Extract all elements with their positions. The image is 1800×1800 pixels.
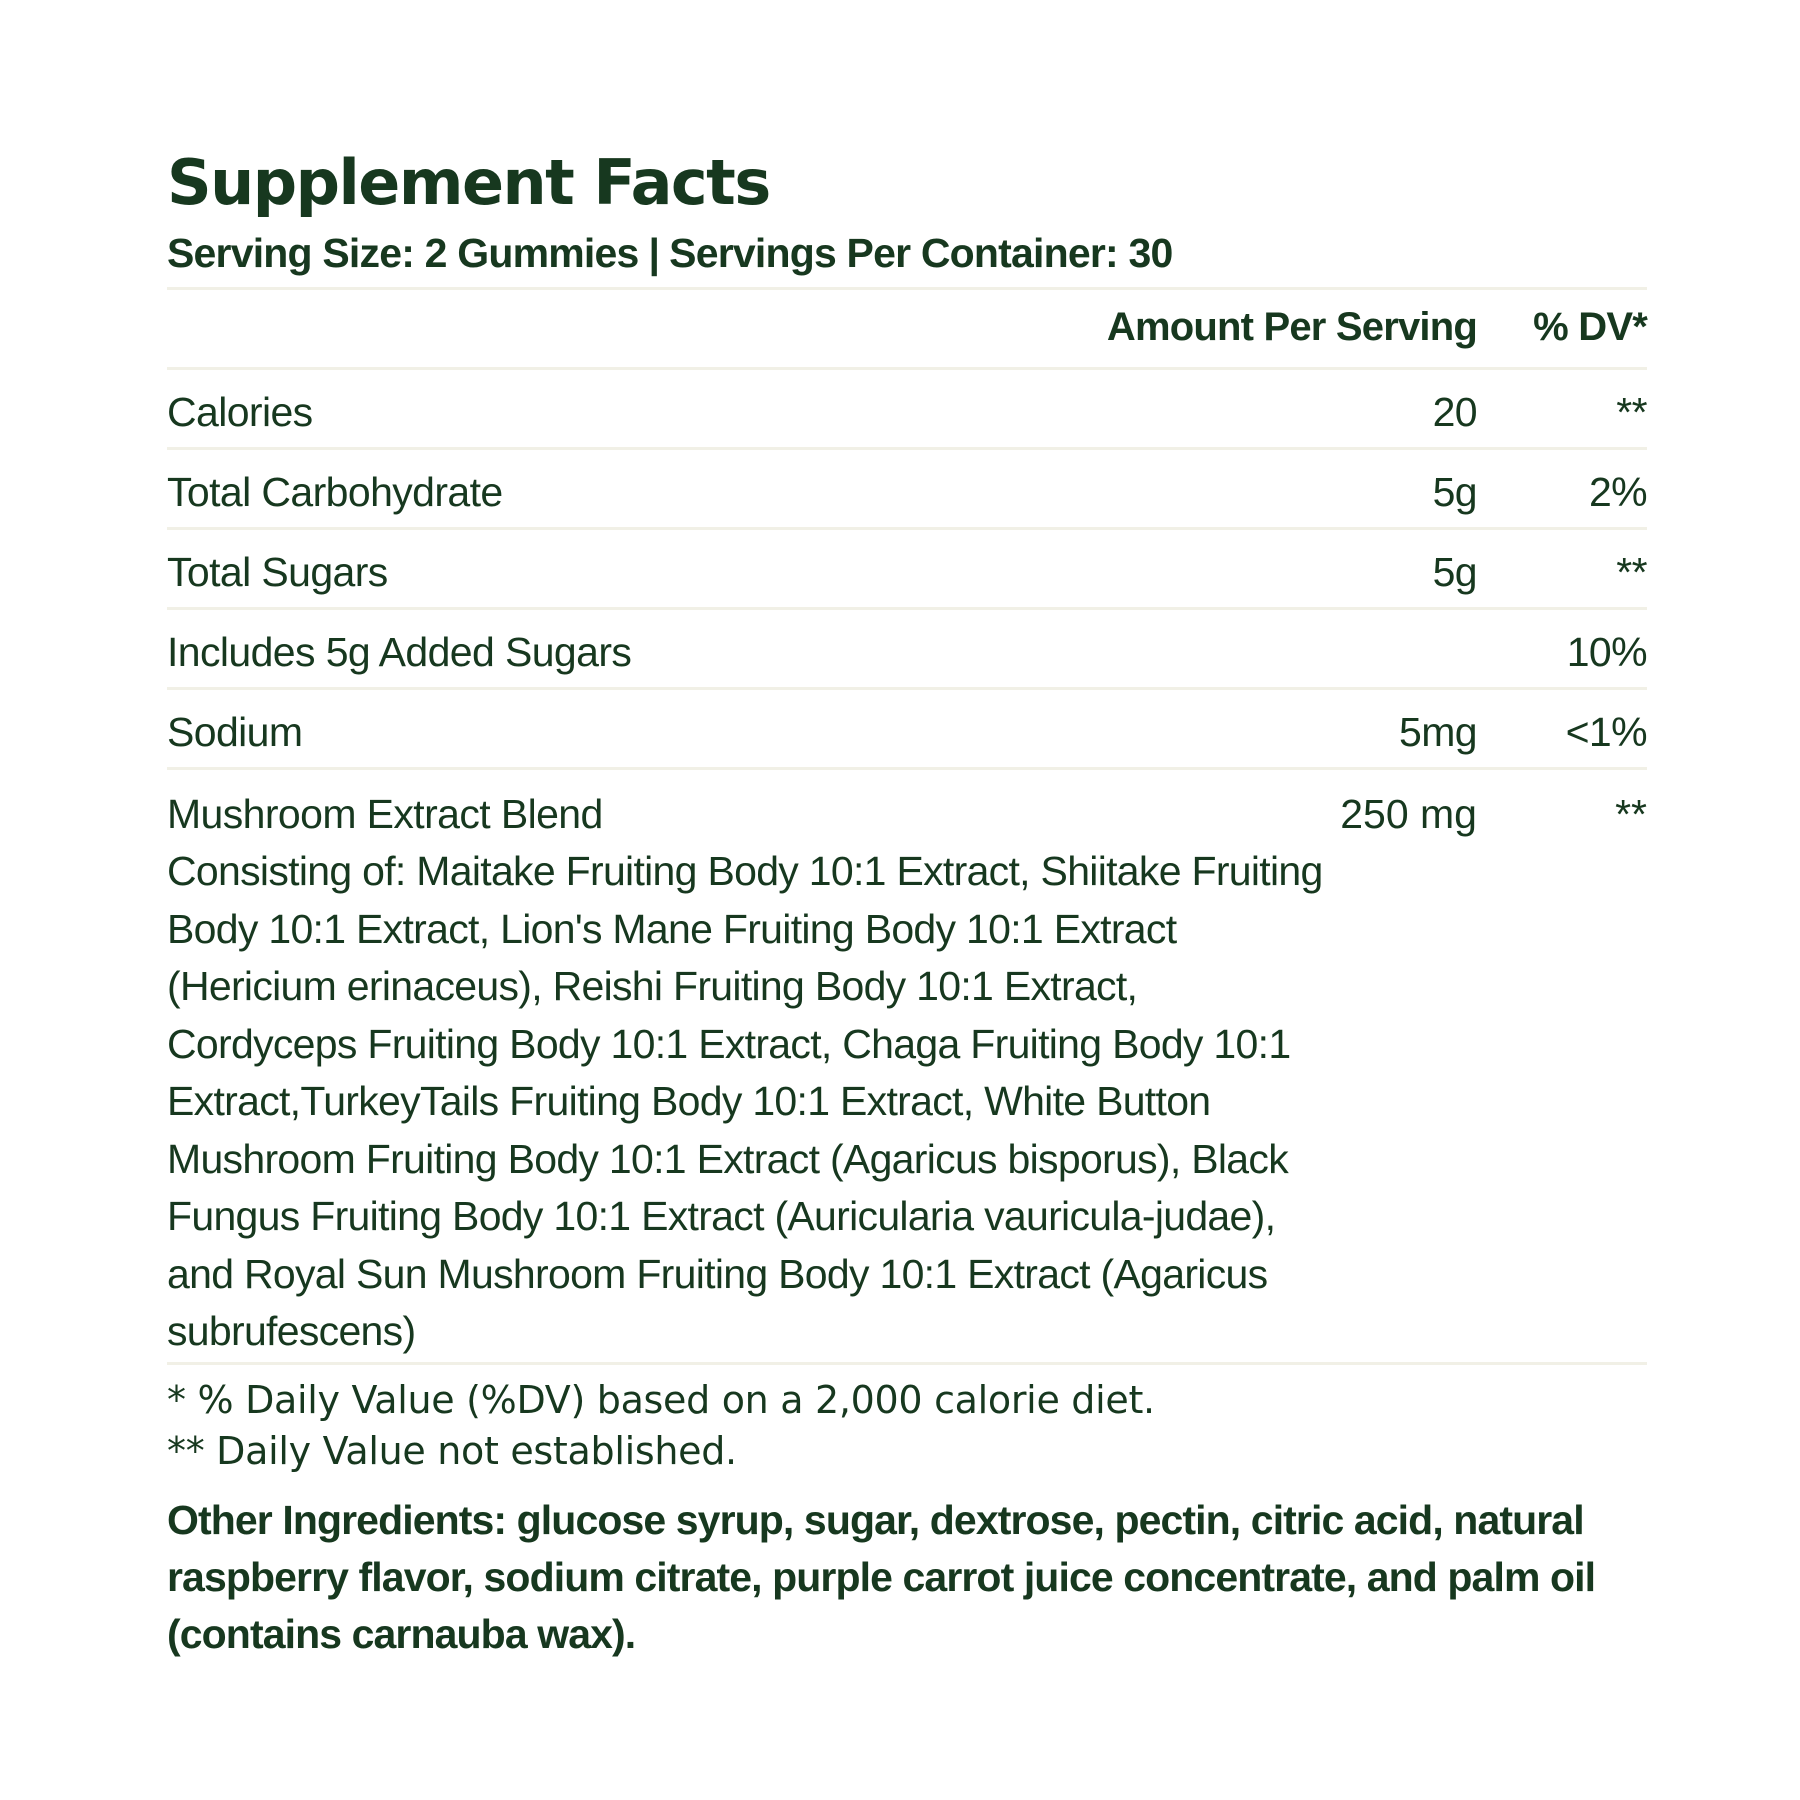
column-amount-header: Amount Per Serving — [1106, 305, 1477, 349]
footnote-dv: * % Daily Value (%DV) based on a 2,000 calorie diet. — [167, 1378, 1155, 1422]
nutrient-row-calories — [167, 387, 1647, 447]
serving-size: Serving Size: 2 Gummies — [167, 230, 639, 276]
nutrient-amount: 5g — [1432, 469, 1477, 515]
column-header — [167, 305, 1647, 363]
nutrient-row-total-carbohydrate — [167, 467, 1647, 527]
serving-separator: | — [648, 230, 660, 276]
page-title: Supplement Facts — [167, 146, 770, 219]
nutrient-amount: 5g — [1432, 549, 1477, 595]
column-dv-header: % DV* — [1533, 305, 1647, 349]
nutrient-name: Includes 5g Added Sugars — [167, 629, 632, 675]
divider — [167, 367, 1647, 370]
nutrient-row-sodium — [167, 707, 1647, 767]
divider — [167, 447, 1647, 450]
nutrient-amount: 20 — [1432, 389, 1477, 435]
nutrient-dv: ** — [1616, 549, 1647, 595]
divider — [167, 527, 1647, 530]
divider — [167, 607, 1647, 610]
blend-amount: 250 mg — [1340, 791, 1477, 837]
blend-dv: ** — [1615, 791, 1647, 837]
nutrient-row-total-sugars — [167, 547, 1647, 607]
divider — [167, 687, 1647, 690]
nutrient-dv: 2% — [1588, 469, 1647, 515]
blend-name: Mushroom Extract Blend — [167, 791, 603, 837]
footnote-not-established: ** Daily Value not established. — [167, 1429, 737, 1473]
nutrient-name: Total Sugars — [167, 549, 388, 595]
nutrient-dv: ** — [1616, 389, 1647, 435]
nutrient-row-added-sugars — [167, 627, 1647, 687]
divider — [167, 287, 1647, 290]
blend-description: Consisting of: Maitake Fruiting Body 10:1 Extract, Shiitake Fruiting Body 10:1 Extract, Lion's Mane Fruiting Body 10:1 Extract (Hericium erinaceus), Reishi Fruiting Body 10:1 Extract, Cordyceps Fruiting Body 10:1 Extract, Chaga Fruiting Body 10:1 Extract,TurkeyTails Fruiting Body 10:1 Extract, White Button Mushroom Fruiting Body 10:1 Extract (Agaricus bisporus), Black Fungus Fruiting Body 10:1 Extract (Auricularia vauricula-judae), and Royal Sun Mushroom Fruiting Body 10:1 Extract (Agaricus subrufescens) — [167, 848, 1323, 1354]
divider — [167, 767, 1647, 770]
nutrient-dv: <1% — [1565, 709, 1647, 755]
nutrient-name: Sodium — [167, 709, 303, 755]
nutrient-name: Total Carbohydrate — [167, 469, 503, 515]
other-ingredients: Other Ingredients: glucose syrup, sugar, dextrose, pectin, citric acid, natural raspberry flavor, sodium citrate, purple carrot juice concentrate, and palm oil (contains carnauba wax). — [167, 1497, 1596, 1657]
nutrient-row-mushroom-blend — [167, 786, 1647, 1361]
nutrient-amount: 5mg — [1399, 709, 1477, 755]
serving-info — [167, 228, 1172, 278]
divider — [167, 1362, 1647, 1365]
servings-per-container: Servings Per Container: 30 — [669, 230, 1173, 276]
nutrient-name: Calories — [167, 389, 313, 435]
footnotes — [167, 1375, 1647, 1477]
nutrient-dv: 10% — [1566, 629, 1647, 675]
